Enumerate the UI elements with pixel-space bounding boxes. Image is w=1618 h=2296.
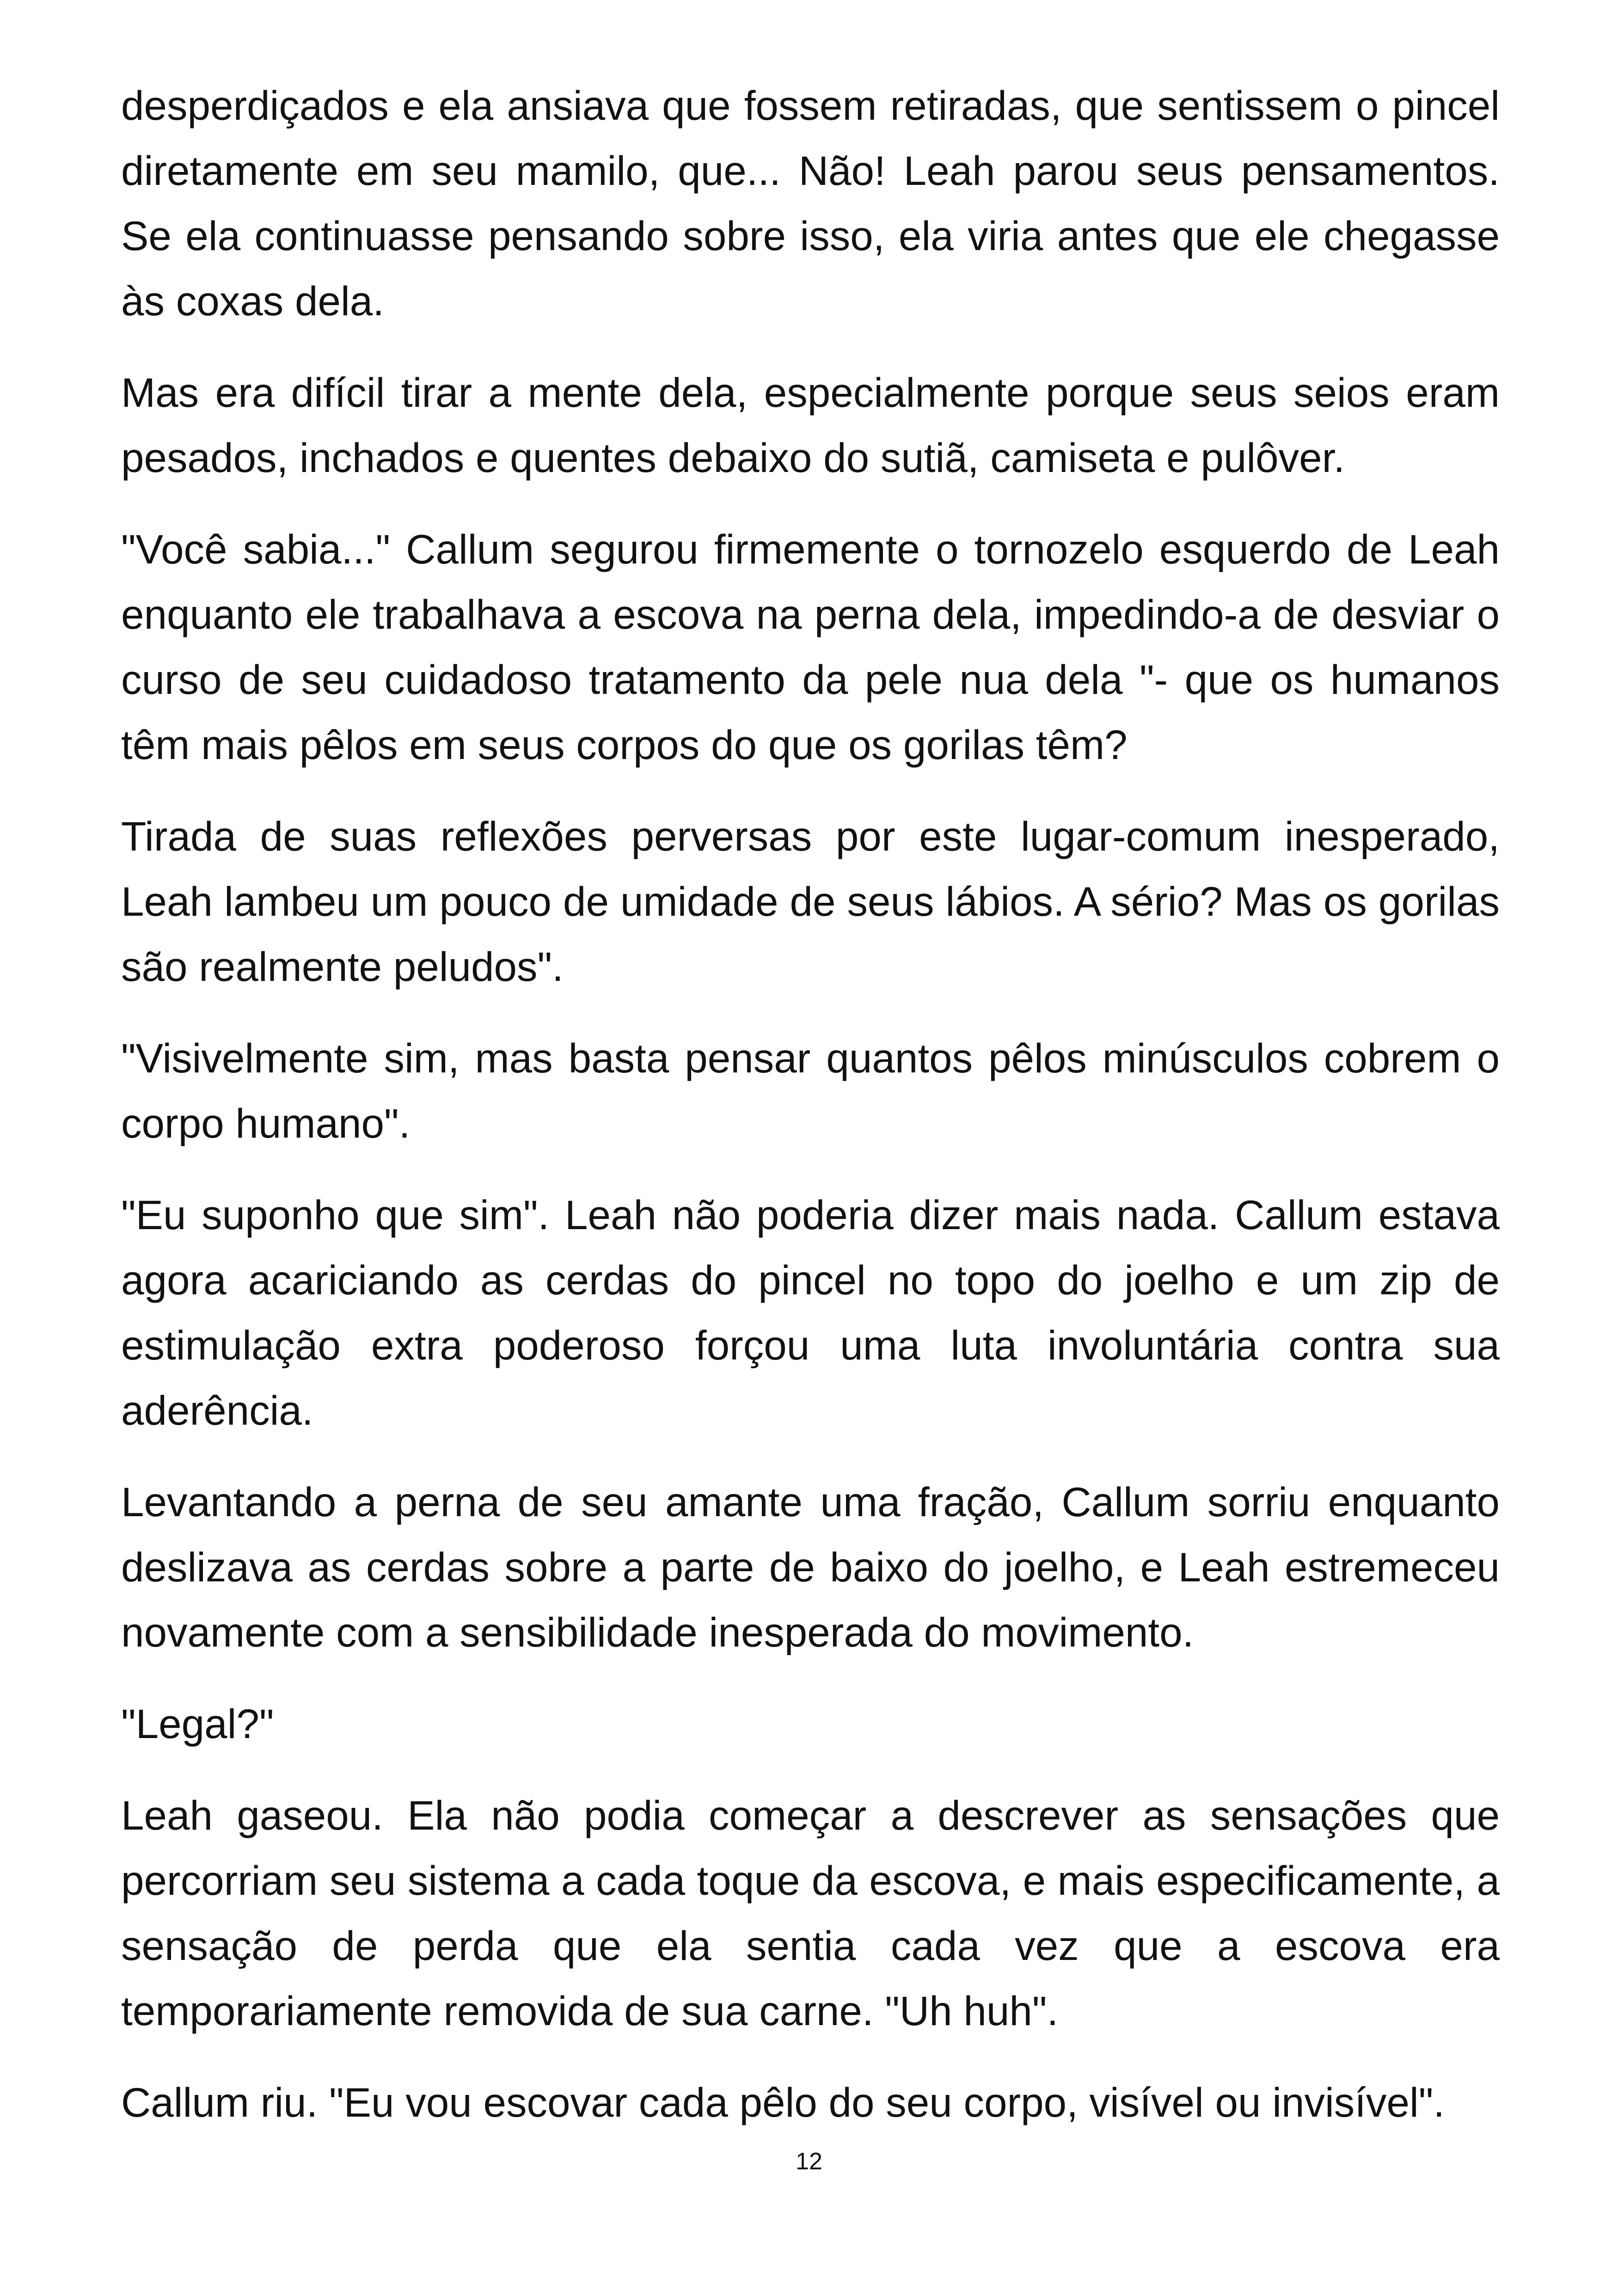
paragraph: "Visivelmente sim, mas basta pensar quantos pêlos minúsculos cobrem o corpo humano". bbox=[121, 1035, 1500, 1146]
paragraph: "Eu suponho que sim". Leah não poderia dizer mais nada. Callum estava agora acariciando as cerdas do pincel no topo do joelho e um zip de estimulação extra poderoso forçou uma luta involuntária contra sua aderência. bbox=[121, 1192, 1500, 1433]
paragraph: Tirada de suas reflexões perversas por este lugar-comum inesperado, Leah lambeu um pouco de umidade de seus lábios. A sério? Mas os gorilas são realmente peludos". bbox=[121, 813, 1500, 990]
body-text bbox=[121, 73, 1500, 2161]
page-number: 12 bbox=[796, 2148, 822, 2175]
paragraph: Levantando a perna de seu amante uma fração, Callum sorriu enquanto deslizava as cerdas sobre a parte de baixo do joelho, e Leah estremeceu novamente com a sensibilidade inesperada do movimento. bbox=[121, 1479, 1500, 1655]
paragraph: Leah gaseou. Ela não podia começar a descrever as sensações que percorriam seu sistema a cada toque da escova, e mais especificamente, a sensação de perda que ela sentia cada vez que a escova era temporariamente removida de sua carne. "Uh huh". bbox=[121, 1792, 1500, 2034]
paragraph: Mas era difícil tirar a mente dela, especialmente porque seus seios eram pesados, inchados e quentes debaixo do sutiã, camiseta e pulôver. bbox=[121, 369, 1500, 481]
paragraph: desperdiçados e ela ansiava que fossem retiradas, que sentissem o pincel diretamente em seu mamilo, que... Não! Leah parou seus pensamentos. Se ela continuasse pensando sobre isso, ela viria antes que ele chegasse às coxas dela. bbox=[121, 82, 1500, 324]
paragraph: "Legal?" bbox=[121, 1701, 274, 1747]
paragraph: Callum riu. "Eu vou escovar cada pêlo do seu corpo, visível ou invisível". bbox=[121, 2079, 1445, 2125]
paragraph: "Você sabia..." Callum segurou firmemente o tornozelo esquerdo de Leah enquanto ele trabalhava a escova na perna dela, impedindo-a de desviar o curso de seu cuidadoso tratamento da pele nua dela "- que os humanos têm mais pêlos em seus corpos do que os gorilas têm? bbox=[121, 526, 1500, 768]
